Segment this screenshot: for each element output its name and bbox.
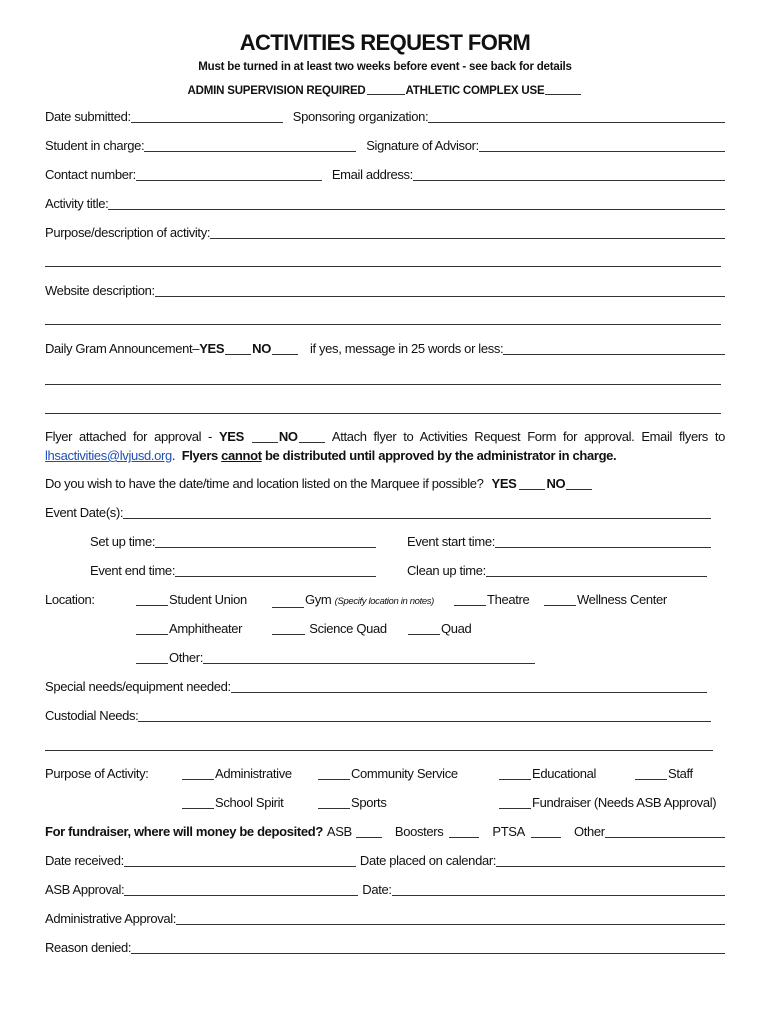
date-placed-label: Date placed on calendar:	[359, 853, 497, 868]
sponsoring-org-label: Sponsoring organization:	[292, 109, 429, 124]
row-daily-gram	[45, 340, 725, 358]
marquee-no-blank[interactable]	[566, 489, 592, 490]
administrative-label: Administrative	[215, 766, 292, 781]
reason-denied-label: Reason denied:	[45, 940, 132, 955]
admin-approval-label: Administrative Approval:	[45, 911, 177, 926]
row-date-received	[45, 852, 725, 870]
marquee-yes-blank[interactable]	[519, 489, 545, 490]
special-needs-label: Special needs/equipment needed:	[45, 679, 231, 694]
event-dates-field[interactable]	[123, 518, 711, 519]
row-contact-email	[45, 166, 725, 184]
cleanup-time-group	[407, 562, 707, 580]
wellness-center-label: Wellness Center	[577, 592, 667, 607]
event-dates-label: Event Date(s):	[45, 505, 124, 520]
location-other	[135, 649, 535, 667]
special-needs-field[interactable]	[231, 692, 707, 693]
daily-gram-message-field[interactable]	[503, 354, 725, 355]
daily-gram-yes-blank[interactable]	[225, 354, 251, 355]
student-union-label: Student Union	[169, 592, 247, 607]
asb-approval-label: ASB Approval:	[45, 882, 125, 897]
setup-time-field[interactable]	[155, 547, 376, 548]
purpose-sports[interactable]	[317, 794, 386, 812]
activity-title-label: Activity title:	[45, 196, 109, 211]
form-title: ACTIVITIES REQUEST FORM	[239, 30, 531, 55]
fundraiser-label: Fundraiser (Needs ASB Approval)	[532, 795, 717, 810]
flyers-rest: be distributed until approved by the administrator in charge.	[264, 448, 617, 463]
location-theatre[interactable]	[453, 591, 529, 609]
row-reason-denied	[45, 939, 725, 957]
purpose-educational[interactable]	[498, 765, 596, 783]
other-label: Other:	[169, 650, 204, 665]
asb-date-label: Date:	[362, 882, 392, 897]
fundraiser-deposit-row	[45, 823, 725, 841]
reason-denied-field[interactable]	[131, 953, 725, 954]
end-time-label: Event end time:	[90, 563, 176, 578]
flyers-word: Flyers	[181, 448, 218, 463]
flyer-no: NO	[278, 429, 298, 444]
athletic-complex-blank[interactable]	[545, 94, 581, 95]
date-submitted-field[interactable]	[131, 122, 283, 123]
date-submitted-label: Date submitted:	[45, 109, 131, 124]
daily-gram-no-blank[interactable]	[272, 354, 298, 355]
purpose-description-line-2[interactable]	[45, 266, 721, 267]
row-marquee	[45, 475, 725, 493]
flyer-intro: Flyer attached for approval -	[45, 429, 213, 444]
signature-advisor-field[interactable]	[479, 151, 725, 152]
fundraiser-question: For fundraiser, where will money be deposited?	[45, 824, 323, 839]
contact-number-field[interactable]	[136, 180, 322, 181]
flyer-period: .	[171, 448, 176, 463]
end-time-group	[90, 562, 376, 580]
location-gym[interactable]	[271, 591, 434, 611]
row-student-signature	[45, 137, 725, 155]
website-description-field[interactable]	[155, 296, 725, 297]
website-description-label: Website description:	[45, 283, 155, 298]
marquee-no: NO	[546, 476, 566, 491]
location-wellness-center[interactable]	[543, 591, 667, 609]
row-admin-approval	[45, 910, 725, 928]
theatre-label: Theatre	[487, 592, 530, 607]
purpose-school-spirit[interactable]	[181, 794, 283, 812]
setup-time-label: Set up time:	[90, 534, 156, 549]
asb-option-label: ASB	[326, 824, 352, 839]
educational-label: Educational	[532, 766, 597, 781]
custodial-needs-line-2[interactable]	[45, 750, 713, 751]
row-custodial-needs	[45, 707, 711, 725]
row-asb-approval	[45, 881, 725, 899]
other-deposit-field[interactable]	[605, 837, 725, 838]
location-student-union[interactable]	[135, 591, 247, 609]
daily-gram-line-3[interactable]	[45, 413, 721, 414]
row-date-sponsor	[45, 108, 725, 126]
purpose-community-service[interactable]	[317, 765, 458, 783]
activities-email-link[interactable]: lhsactivities@lvjusd.org	[45, 448, 172, 463]
daily-gram-label: Daily Gram Announcement–	[45, 341, 200, 356]
boosters-option-label: Boosters	[394, 824, 444, 839]
purpose-of-activity-label: Purpose of Activity:	[45, 766, 149, 781]
school-spirit-label: School Spirit	[215, 795, 284, 810]
date-placed-field[interactable]	[496, 866, 725, 867]
custodial-needs-label: Custodial Needs:	[45, 708, 139, 723]
staff-label: Staff	[668, 766, 693, 781]
row-special-needs	[45, 678, 707, 696]
date-received-label: Date received:	[45, 853, 124, 868]
end-time-field[interactable]	[175, 576, 376, 577]
boosters-option-blank[interactable]	[449, 837, 479, 838]
flyer-attach-text: Attach flyer to Activities Request Form for approval. Email flyers to	[331, 429, 726, 444]
asb-approval-field[interactable]	[124, 895, 358, 896]
sports-label: Sports	[351, 795, 387, 810]
start-time-group	[407, 533, 711, 551]
location-science-quad[interactable]	[271, 620, 387, 638]
row-event-dates	[45, 504, 711, 522]
flyers-cannot: cannot	[221, 448, 262, 463]
location-quad[interactable]	[407, 620, 471, 638]
setup-time-group	[90, 533, 376, 551]
asb-date-field[interactable]	[392, 895, 725, 896]
location-label: Location:	[45, 592, 95, 607]
student-in-charge-field[interactable]	[144, 151, 356, 152]
website-description-line-2[interactable]	[45, 324, 721, 325]
admin-supervision-label: ADMIN SUPERVISION REQUIRED	[187, 85, 366, 97]
ptsa-option-blank[interactable]	[531, 837, 561, 838]
location-amphitheater[interactable]	[135, 620, 242, 638]
daily-gram-line-2[interactable]	[45, 384, 721, 385]
athletic-complex-label: ATHLETIC COMPLEX USE	[405, 85, 545, 97]
purpose-fundraiser[interactable]	[498, 794, 716, 812]
start-time-field[interactable]	[495, 547, 711, 548]
start-time-label: Event start time:	[407, 534, 495, 549]
cleanup-time-label: Clean up time:	[407, 563, 486, 578]
contact-number-label: Contact number:	[45, 167, 136, 182]
form-subtitle: Must be turned in at least two weeks before event - see back for details	[198, 61, 572, 73]
row-purpose-description	[45, 224, 725, 242]
gym-label: Gym	[305, 592, 332, 607]
science-quad-label: Science Quad	[309, 621, 387, 636]
ptsa-option-label: PTSA	[492, 824, 525, 839]
admin-approval-field[interactable]	[176, 924, 725, 925]
asb-option-blank[interactable]	[356, 837, 382, 838]
quad-label: Quad	[441, 621, 472, 636]
community-service-label: Community Service	[351, 766, 458, 781]
purpose-administrative[interactable]	[181, 765, 292, 783]
daily-gram-yes: YES	[199, 341, 225, 356]
admin-supervision-line	[0, 84, 770, 98]
cleanup-time-field[interactable]	[486, 576, 707, 577]
daily-gram-no: NO	[252, 341, 271, 356]
other-location-field[interactable]	[203, 663, 535, 664]
signature-advisor-label: Signature of Advisor:	[366, 138, 479, 153]
amphitheater-label: Amphitheater	[169, 621, 243, 636]
email-address-field[interactable]	[413, 180, 725, 181]
row-website-description	[45, 282, 725, 300]
gym-note: (Specify location in notes)	[334, 596, 434, 607]
flyer-no-blank[interactable]	[299, 442, 325, 443]
marquee-question: Do you wish to have the date/time and location listed on the Marquee if possible?	[45, 476, 484, 491]
marquee-yes: YES	[491, 476, 517, 491]
email-address-label: Email address:	[331, 167, 413, 182]
purpose-description-label: Purpose/description of activity:	[45, 225, 211, 240]
purpose-staff[interactable]	[634, 765, 693, 783]
daily-gram-message-label: if yes, message in 25 words or less:	[309, 341, 504, 356]
flyer-yes-blank[interactable]	[252, 442, 278, 443]
custodial-needs-field[interactable]	[138, 721, 711, 722]
flyer-paragraph	[45, 427, 725, 465]
other-check-blank[interactable]	[136, 663, 168, 664]
purpose-description-field[interactable]	[210, 238, 725, 239]
activity-title-field[interactable]	[108, 209, 725, 210]
sponsoring-org-field[interactable]	[428, 122, 725, 123]
date-received-field[interactable]	[124, 866, 356, 867]
student-in-charge-label: Student in charge:	[45, 138, 145, 153]
flyer-yes: YES	[218, 429, 244, 444]
other-deposit-label: Other	[573, 824, 605, 839]
row-activity-title	[45, 195, 725, 213]
admin-supervision-blank[interactable]	[367, 94, 405, 95]
